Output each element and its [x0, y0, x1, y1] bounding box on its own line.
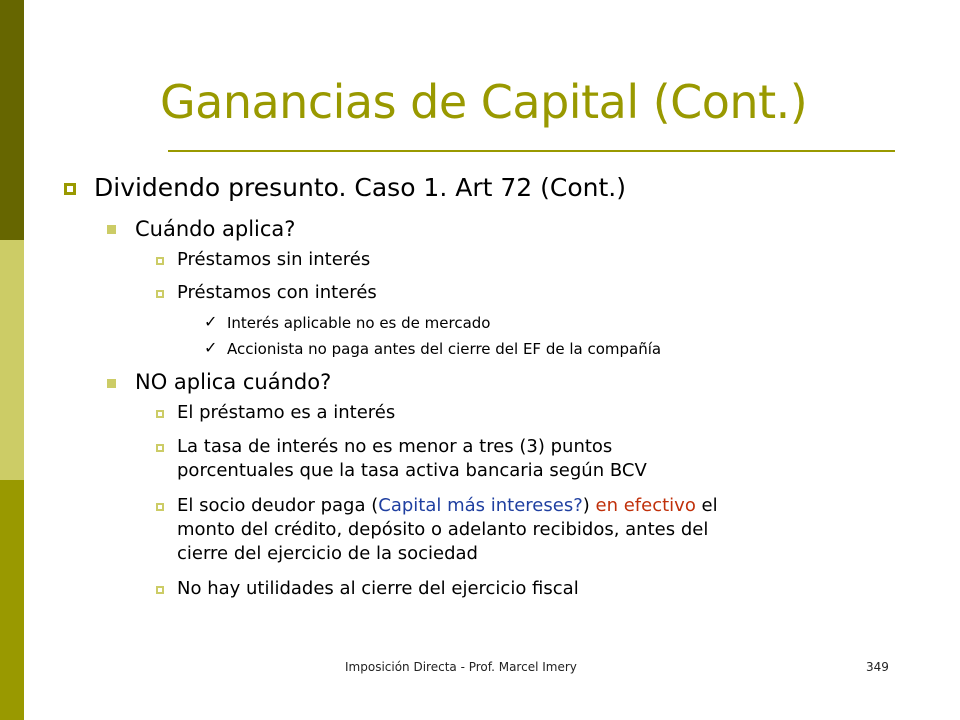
- list-item-line: porcentuales que la tasa activa bancaria según BCV: [177, 460, 647, 481]
- list-item-line: La tasa de interés no es menor a tres (3) puntos: [177, 436, 613, 457]
- decorative-bar-bottom: [0, 480, 24, 720]
- check-item: Interés aplicable no es de mercado: [227, 314, 491, 332]
- list-item: El préstamo es a interés: [177, 402, 396, 423]
- hollow-square-bullet-icon: [156, 410, 164, 418]
- filled-square-bullet-icon: [107, 225, 116, 234]
- square-bullet-icon: [64, 183, 76, 195]
- list-item: Préstamos con interés: [177, 282, 377, 303]
- list-item-line: monto del crédito, depósito o adelanto recibidos, antes del: [177, 519, 709, 540]
- hollow-square-bullet-icon: [156, 503, 164, 511]
- hollow-square-bullet-icon: [156, 257, 164, 265]
- hollow-square-bullet-icon: [156, 290, 164, 298]
- section-heading-a: Cuándo aplica?: [135, 217, 296, 241]
- hollow-square-bullet-icon: [156, 586, 164, 594]
- hollow-square-bullet-icon: [156, 444, 164, 452]
- text-segment: el: [695, 495, 718, 516]
- page-number: 349: [866, 660, 889, 674]
- decorative-bar-top: [0, 0, 24, 240]
- list-item: No hay utilidades al cierre del ejercicio fiscal: [177, 578, 579, 599]
- bullet-level1: Dividendo presunto. Caso 1. Art 72 (Cont.): [94, 173, 626, 202]
- filled-square-bullet-icon: [107, 379, 116, 388]
- check-item: Accionista no paga antes del cierre del EF de la compañía: [227, 340, 662, 358]
- section-heading-b: NO aplica cuándo?: [135, 370, 332, 394]
- footer-text: Imposición Directa - Prof. Marcel Imery: [345, 660, 577, 674]
- checkmark-icon: ✓: [204, 312, 218, 331]
- text-segment: ): [582, 495, 596, 516]
- slide-title: Ganancias de Capital (Cont.): [160, 75, 808, 129]
- highlight-blue-text: Capital más intereses?: [378, 495, 583, 516]
- list-item-line: cierre del ejercicio de la sociedad: [177, 543, 478, 564]
- decorative-bar-middle: [0, 240, 24, 480]
- checkmark-icon: ✓: [204, 338, 218, 357]
- list-item-line: [177, 494, 718, 518]
- title-underline: [168, 150, 895, 152]
- highlight-red-text: en efectivo: [595, 495, 696, 516]
- list-item: Préstamos sin interés: [177, 249, 371, 270]
- text-segment: El socio deudor paga (: [177, 495, 379, 516]
